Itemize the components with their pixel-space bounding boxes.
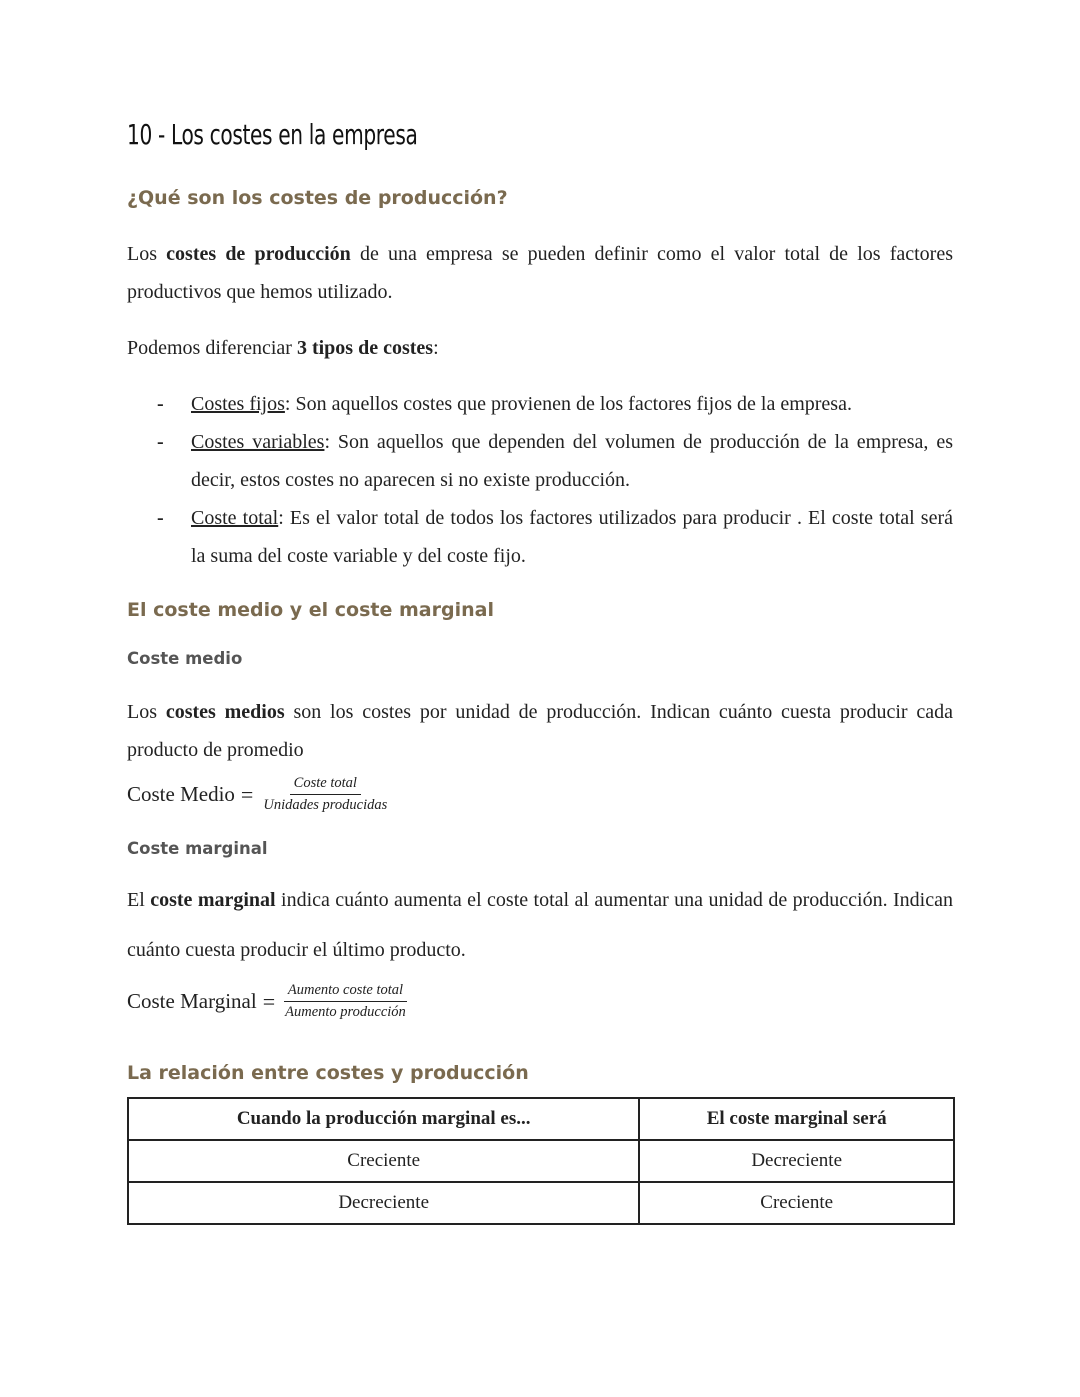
list-item-term: Costes fijos [191, 393, 285, 415]
list-item-term: Costes variables [191, 431, 325, 453]
fraction [281, 982, 410, 1021]
list-item-text: : Son aquellos costes que provienen de los factores fijos de la empresa. [284, 393, 852, 415]
list-item-text: : Son aquellos que dependen del volumen de producción de la empresa, es decir, estos costes no aparecen si no existe producción. [191, 431, 953, 491]
list-item-term: Coste total [191, 507, 279, 529]
text: son los costes por unidad de producción. Indican cuánto cuesta producir cada producto de promedio [127, 701, 954, 761]
table-header-cell: El coste marginal será [639, 1098, 954, 1140]
formula-coste-marginal [127, 982, 410, 1021]
fraction-numerator: Coste total [290, 775, 361, 795]
table-cell: Creciente [128, 1140, 639, 1182]
text: : [433, 337, 439, 359]
text: El [127, 889, 151, 911]
table-header-cell: Cuando la producción marginal es... [128, 1098, 639, 1140]
text: Los [127, 243, 167, 265]
section-heading-relacion: La relación entre costes y producción [127, 1062, 529, 1084]
table-cell: Decreciente [128, 1182, 639, 1224]
subheading-coste-medio: Coste medio [127, 649, 243, 668]
text: Los [127, 701, 166, 723]
cost-types-list [127, 385, 953, 575]
bold-term: costes de producción [166, 243, 351, 265]
relation-table [127, 1097, 955, 1225]
bold-term: costes medios [165, 701, 285, 723]
formula-coste-medio [127, 775, 391, 814]
table-header-row [128, 1098, 954, 1140]
fraction-denominator: Aumento producción [285, 1004, 406, 1020]
subheading-coste-marginal: Coste marginal [127, 839, 268, 858]
table-cell: Decreciente [639, 1140, 954, 1182]
text: de una empresa se pueden definir como el valor total de los factores productivos que hemos utilizado. [127, 243, 954, 303]
text: Podemos diferenciar [127, 337, 297, 359]
bullet-dash-icon: - [157, 507, 164, 529]
paragraph-coste-medio [127, 693, 953, 769]
list-item [127, 499, 953, 575]
formula-lhs: Coste Marginal [127, 989, 257, 1013]
table-row [128, 1140, 954, 1182]
equals-sign: = [240, 781, 254, 807]
section-heading-coste-medio-marginal: El coste medio y el coste marginal [127, 599, 494, 621]
list-item [127, 385, 953, 423]
paragraph-coste-marginal [127, 875, 953, 975]
fraction [259, 775, 391, 814]
table-cell: Creciente [639, 1182, 954, 1224]
paragraph-tipos-costes [127, 329, 953, 367]
formula-lhs: Coste Medio [127, 782, 235, 806]
section-heading-costes-produccion: ¿Qué son los costes de producción? [127, 187, 508, 209]
list-item-text: : Es el valor total de todos los factores utilizados para producir . El coste total será la suma del coste variable y del coste fijo. [191, 507, 953, 567]
bold-term: 3 tipos de costes [296, 337, 434, 359]
fraction-numerator: Aumento coste total [284, 982, 407, 1002]
fraction-denominator: Unidades producidas [263, 797, 388, 813]
table-row [128, 1182, 954, 1224]
paragraph-costes-produccion [127, 235, 953, 311]
page-title: 10 - Los costes en la empresa [127, 118, 418, 151]
list-item [127, 423, 953, 499]
bold-term: coste marginal [150, 889, 276, 911]
equals-sign: = [262, 988, 276, 1014]
bullet-dash-icon: - [157, 393, 164, 415]
text: indica cuánto aumenta el coste total al aumentar una unidad de producción. Indican cuánto cuesta producir el último producto. [127, 889, 953, 961]
bullet-dash-icon: - [157, 431, 164, 453]
